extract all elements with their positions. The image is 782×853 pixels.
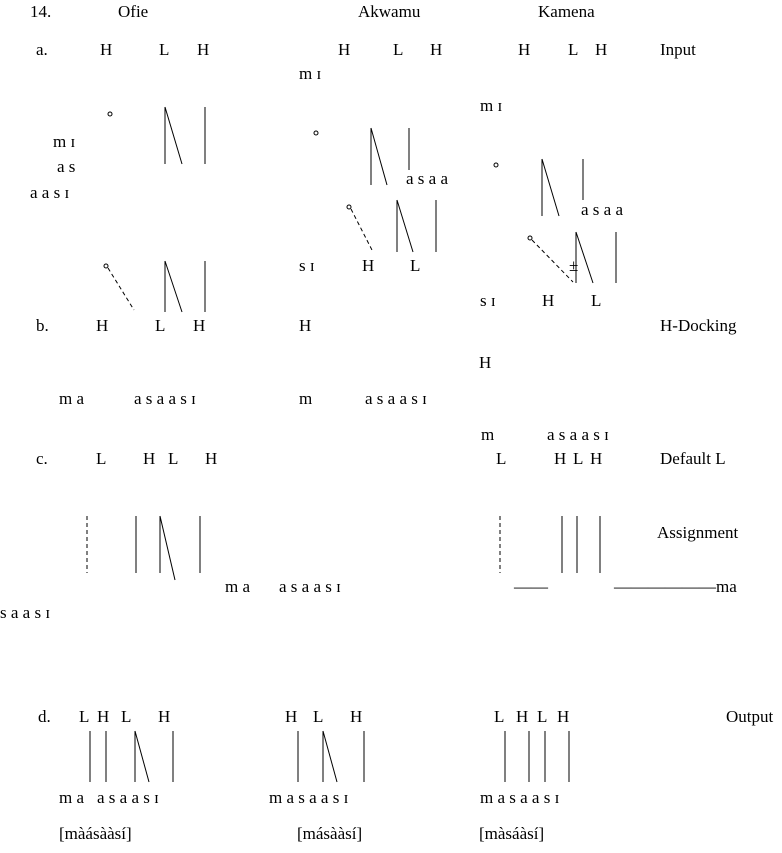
syllable-ma: m a [225, 577, 251, 596]
syllable-ma-line: ——————ma [614, 577, 737, 596]
syllable-asaasi: a s a a s ɪ [365, 389, 427, 408]
tone-l: L [393, 40, 404, 59]
syllable-aasi: a a s ɪ [30, 183, 70, 202]
ofie-output [59, 707, 173, 843]
tone-l: L [96, 449, 107, 468]
floating-mora-circle [528, 236, 532, 240]
tone-h: H [350, 707, 363, 726]
kamena-h-docking [479, 353, 609, 444]
syllable-ma: m a [59, 788, 85, 807]
syllable-m: m [481, 425, 495, 444]
tone-h: H [285, 707, 298, 726]
dialect-akwamu: Akwamu [358, 2, 421, 21]
tone-h: H [143, 449, 156, 468]
floating-mora-circle [347, 205, 351, 209]
tone-h: H [516, 707, 529, 726]
kamena-output [479, 707, 569, 843]
tone-h: H [197, 40, 210, 59]
syllable-asaasi: a s a a s ɪ [134, 389, 196, 408]
syllable-asaasi: a s a a s ɪ [279, 577, 341, 596]
kamena-input [480, 40, 623, 310]
syllable-saasi: s a a s ɪ [0, 603, 51, 622]
akwamu-output [269, 707, 364, 843]
ofie-h-docking [59, 316, 205, 408]
floating-mora-circle [108, 112, 112, 116]
row-label-b: b. [36, 316, 49, 335]
stage-input: Input [660, 40, 696, 59]
transcription-ofie: [màásààsí] [59, 824, 132, 843]
association-line [542, 159, 559, 216]
syllable-asaasi: a s a a s ɪ [97, 788, 159, 807]
tone-l: L [121, 707, 132, 726]
syllable-mi: m ɪ [480, 96, 503, 115]
syllable-asaasi: a s a a s ɪ [547, 425, 609, 444]
dialect-ofie: Ofie [118, 2, 149, 21]
syllable-masaasi: m a s a a s ɪ [480, 788, 560, 807]
stage-assignment: Assignment [657, 523, 739, 542]
tone-l: L [159, 40, 170, 59]
stage-default-l: Default L [660, 449, 726, 468]
tone-h: H [590, 449, 603, 468]
floating-mora-circle [494, 163, 498, 167]
tone-l: L [155, 316, 166, 335]
association-line [160, 516, 175, 580]
association-line [371, 128, 387, 185]
tone-l: L [168, 449, 179, 468]
tone-l: L [591, 291, 602, 310]
association-line [165, 107, 182, 164]
delink-cross: ± [569, 256, 579, 275]
tone-h: H [205, 449, 218, 468]
example-number: 14. [30, 2, 52, 21]
tone-h: H [158, 707, 171, 726]
floating-mora-circle [104, 264, 108, 268]
tone-h: H [557, 707, 570, 726]
row-label-c: c. [36, 449, 48, 468]
row-label-a: a. [36, 40, 48, 59]
syllable-si: s ɪ [480, 291, 496, 310]
dashed-association-line [108, 268, 134, 310]
ofie-default-l [0, 449, 341, 622]
association-line [397, 200, 413, 252]
tone-h: H [338, 40, 351, 59]
tone-l: L [494, 707, 505, 726]
association-line [135, 731, 149, 782]
stage-h-docking: H-Docking [660, 316, 737, 335]
ofie-input [30, 40, 209, 312]
tone-h: H [96, 316, 109, 335]
association-line [165, 261, 182, 312]
tone-l: L [496, 449, 507, 468]
tone-l: L [410, 256, 421, 275]
stage-output: Output [726, 707, 774, 726]
syllable-ma: m a [59, 389, 85, 408]
syllable-as: a s [57, 157, 76, 176]
association-line [576, 232, 593, 283]
transcription-kamena: [màsáàsí] [479, 824, 545, 843]
syllable-masaasi: m a s a a s ɪ [269, 788, 349, 807]
row-label-d: d. [38, 707, 51, 726]
dashed-association-line [351, 209, 373, 252]
tone-h: H [430, 40, 443, 59]
syllable-mi: m ɪ [53, 132, 76, 151]
transcription-akwamu: [másààsí] [297, 824, 363, 843]
tone-l: L [573, 449, 584, 468]
association-line [323, 731, 337, 782]
syllable-si: s ɪ [299, 256, 315, 275]
syllable-mi: m ɪ [299, 64, 322, 83]
tone-l: L [313, 707, 324, 726]
syllable-asaa: a s a a [581, 200, 624, 219]
tone-h: H [193, 316, 206, 335]
tone-l: L [537, 707, 548, 726]
akwamu-h-docking [299, 316, 427, 408]
tone-l: L [568, 40, 579, 59]
dashed-association-line [532, 240, 573, 282]
tone-h: H [299, 316, 312, 335]
tone-h: H [97, 707, 110, 726]
tone-h: H [554, 449, 567, 468]
tone-h: H [479, 353, 492, 372]
tone-h: H [362, 256, 375, 275]
tone-h: H [542, 291, 555, 310]
dialect-kamena: Kamena [538, 2, 595, 21]
syllable-asaa: a s a a [406, 169, 449, 188]
syllable-m: m [299, 389, 313, 408]
akwamu-input [299, 40, 448, 275]
tone-h: H [595, 40, 608, 59]
floating-mora-circle [314, 131, 318, 135]
tone-l: L [79, 707, 90, 726]
tone-h: H [100, 40, 113, 59]
short-dash: —— [514, 577, 548, 596]
tone-h: H [518, 40, 531, 59]
